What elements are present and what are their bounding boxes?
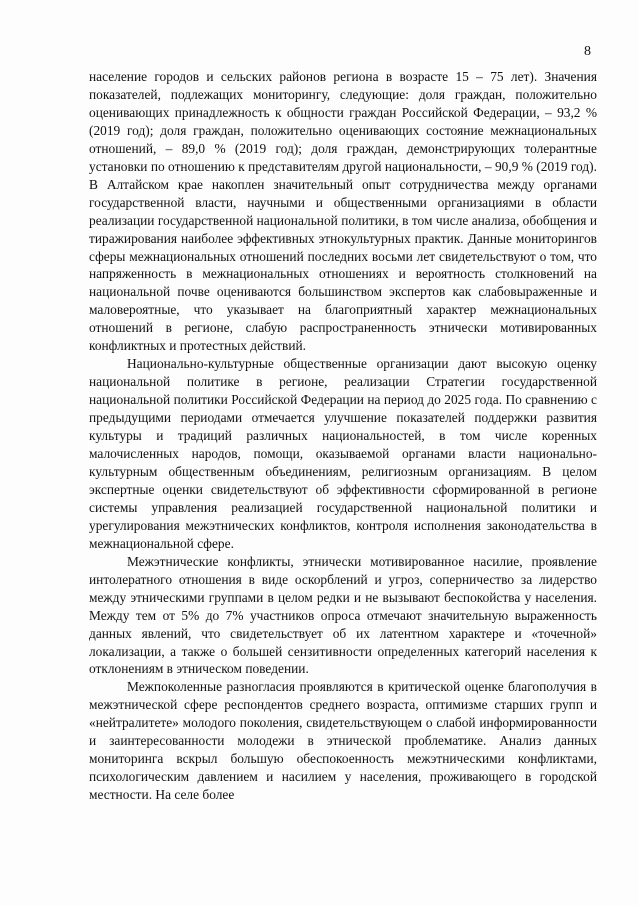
page-number: 8 xyxy=(584,44,591,59)
document-body xyxy=(89,68,597,804)
paragraph: Межэтнические конфликты, этнически мотивированное насилие, проявление интолератного отношения в виде оскорблений и угроз, соперничество за лидерство между этническими группами в целом редки и не вызывают беспокойства у населения. Между тем от 5% до 7% участников опроса отмечают значительную выраженность данных явлений, что свидетельствует об их латентном характере и «точечной» локализации, а также о большей сензитивности определенных категорий населения к отклонениям в этническом поведении. xyxy=(89,553,597,677)
paragraph: Межпоколенные разногласия проявляются в критической оценке благополучия в межэтнической сфере респондентов среднего возраста, оптимизме старших групп и «нейтралитете» молодого поколения, свидетельствующем о слабой информированности и заинтересованности молодежи в этнической проблематике. Анализ данных мониторинга вскрыл большую обеспокоенность межэтническими конфликтами, психологическим давлением и насилием у населения, проживающего в городской местности. На селе более xyxy=(89,679,597,803)
paragraph-continuation: население городов и сельских районов региона в возрасте 15 – 75 лет). Значения показателей, подлежащих мониторингу, следующие: доля граждан, положительно оценивающих принадлежность к общности граждан Российской Федерации, – 93,2 % (2019 год); доля граждан, положительно оценивающих состояние межнациональных отношений, – 89,0 % (2019 год); доля граждан, демонстрирующих толерантные установки по отношению к представителям другой национальности, – 90,9 % (2019 год). В Алтайском крае накоплен значительный опыт сотрудничества между органами государственной власти, научными и общественными организациями в области реализации государственной национальной политики, в том числе анализа, обобщения и тиражирования наиболее эффективных этнокультурных практик. Данные мониторингов сферы межнациональных отношений последних восьми лет свидетельствуют о том, что напряженность в межнациональных отношениях и вероятность столкновений на национальной почве оцениваются большинством экспертов как слабовыраженные и маловероятные, что указывает на благоприятный характер межнациональных отношений в регионе, слабую распространенность этнически мотивированных конфликтных и протестных действий. xyxy=(89,69,597,354)
paragraph: Национально-культурные общественные организации дают высокую оценку национальной политике в регионе, реализации Стратегии государственной национальной политики Российской Федерации на период до 2025 года. По сравнению с предыдущими периодами отмечается улучшение показателей поддержки развития культуры и традиций различных национальностей, в том числе коренных малочисленных народов, помощи, оказываемой органами власти национально-культурным общественным объединениям, религиозным организациям. В целом экспертные оценки свидетельствуют об эффективности сформированной в регионе системы управления реализацией государственной национальной политики и урегулирования межэтнических конфликтов, контроля исполнения законодательства в межнациональной сфере. xyxy=(89,356,597,551)
